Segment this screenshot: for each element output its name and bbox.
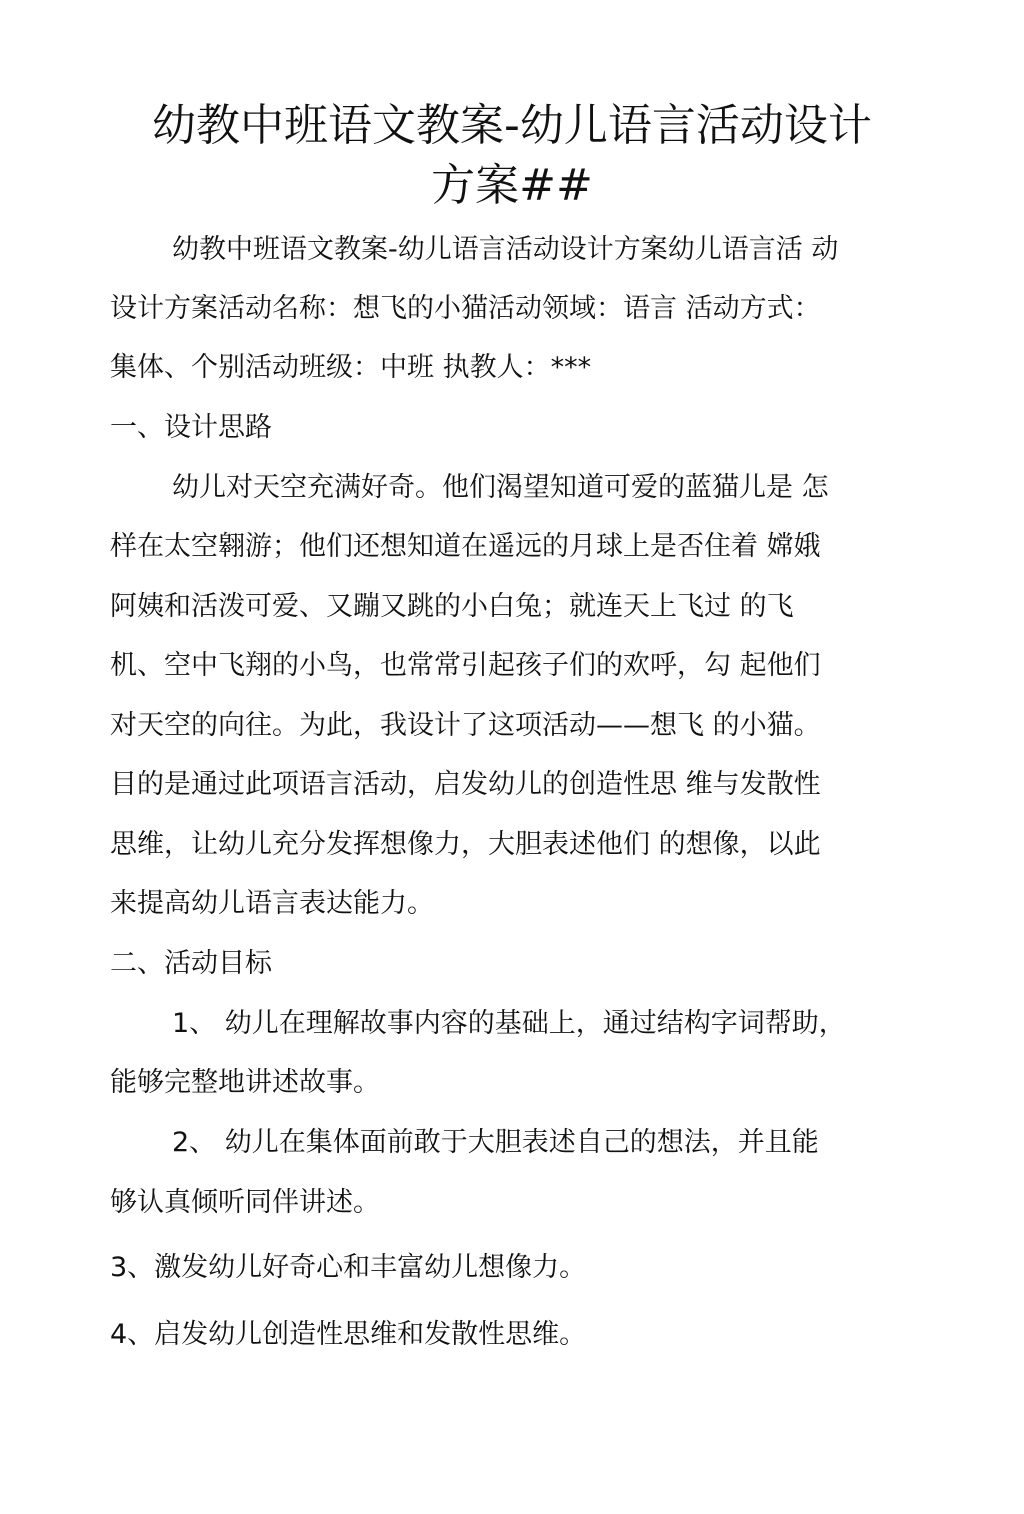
- design-line-2: 样在太空翱游；他们还想知道在遥远的月球上是否住着 嫦娥: [110, 531, 821, 562]
- section-heading-goals: 二、活动目标: [110, 948, 272, 979]
- goal-1-line-1: 1、 幼儿在理解故事内容的基础上，通过结构字词帮助，: [172, 1008, 846, 1039]
- goal-3: 3、激发幼儿好奇心和丰富幼儿想像力。: [110, 1252, 587, 1283]
- goal-1-line-2: 能够完整地讲述故事。: [110, 1067, 380, 1098]
- document-title-line-2: 方案##: [431, 160, 593, 211]
- intro-line-2: 设计方案活动名称：想飞的小猫活动领域：语言 活动方式：: [110, 293, 821, 324]
- design-line-6: 目的是通过此项语言活动，启发幼儿的创造性思 维与发散性: [110, 769, 821, 800]
- design-line-7: 思维，让幼儿充分发挥想像力，大胆表述他们 的想像，以此: [110, 829, 821, 860]
- goal-2-line-2: 够认真倾听同伴讲述。: [110, 1187, 380, 1218]
- document-title-line-1: 幼教中班语文教案-幼儿语言活动设计: [152, 100, 872, 151]
- design-line-5: 对天空的向往。为此，我设计了这项活动——想飞 的小猫。: [110, 710, 821, 741]
- design-line-3: 阿姨和活泼可爱、又蹦又跳的小白兔；就连天上飞过 的飞: [110, 591, 794, 622]
- goal-2-line-1: 2、 幼儿在集体面前敢于大胆表述自己的想法，并且能: [172, 1127, 819, 1158]
- design-line-4: 机、空中飞翔的小鸟，也常常引起孩子们的欢呼，勾 起他们: [110, 650, 821, 681]
- intro-line-3: 集体、个别活动班级：中班 执教人：***: [110, 352, 592, 383]
- goal-4: 4、启发幼儿创造性思维和发散性思维。: [110, 1319, 587, 1350]
- section-heading-design: 一、设计思路: [110, 412, 272, 443]
- design-line-8: 来提高幼儿语言表达能力。: [110, 888, 434, 919]
- design-line-1: 幼儿对天空充满好奇。他们渴望知道可爱的蓝猫儿是 怎: [172, 472, 829, 503]
- intro-line-1: 幼教中班语文教案-幼儿语言活动设计方案幼儿语言活 动: [172, 234, 839, 265]
